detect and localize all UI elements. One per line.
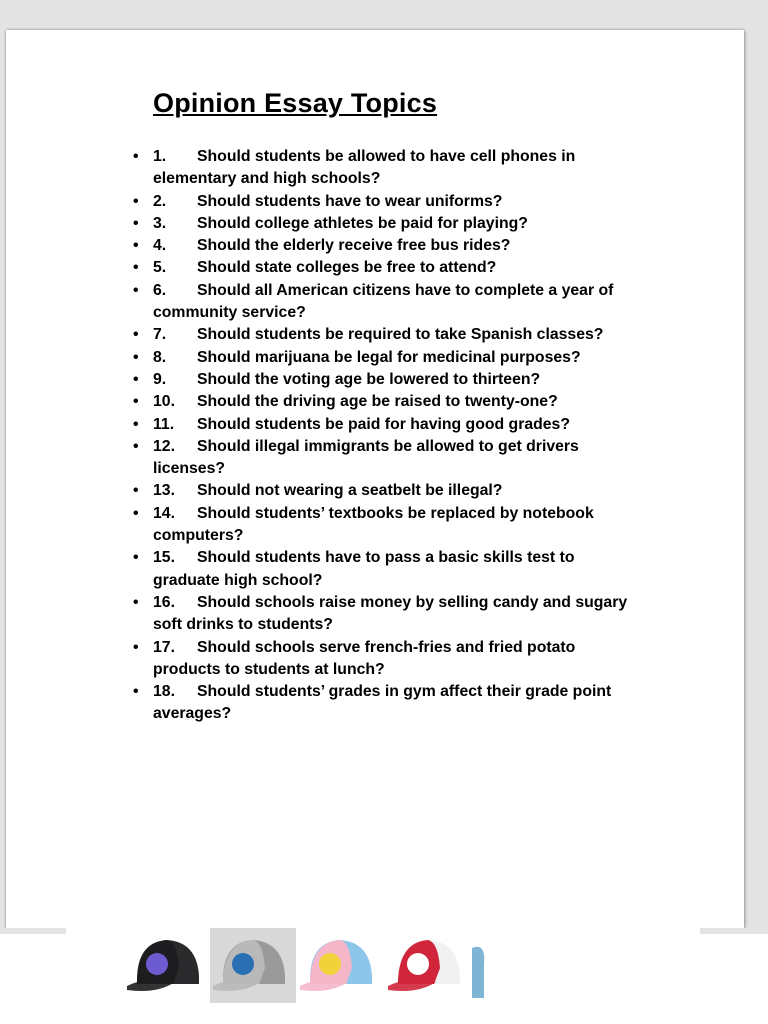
cap-brim	[213, 980, 261, 991]
topic-number: 16.	[153, 593, 175, 611]
topic-text: Should schools raise money by selling candy and sugary soft drinks to students?	[153, 593, 628, 634]
topic-text: Should the voting age be lowered to thirteen?	[197, 370, 541, 388]
topic-item	[153, 414, 631, 436]
topic-text: Should the elderly receive free bus rides?	[197, 237, 511, 255]
cap-brim	[300, 980, 348, 991]
grey-cap-image[interactable]	[210, 928, 296, 1003]
topic-number: 8.	[153, 348, 167, 366]
topic-number: 12.	[153, 437, 175, 455]
document-title: Opinion Essay Topics	[153, 88, 438, 118]
topic-item	[153, 347, 631, 369]
topic-number: 17.	[153, 638, 175, 656]
topic-number: 4.	[153, 237, 167, 255]
ad-strip-edge	[700, 928, 768, 934]
topic-text: Should students be required to take Spanish classes?	[197, 326, 604, 344]
topic-text: Should students be allowed to have cell phones in elementary and high schools?	[153, 148, 576, 188]
topic-text: Should college athletes be paid for playing?	[197, 214, 528, 232]
topic-number: 14.	[153, 504, 175, 522]
topic-number: 11.	[153, 415, 175, 433]
cap-patch	[319, 953, 341, 975]
topic-text: Should students have to pass a basic skills test to graduate high school?	[153, 549, 575, 589]
topic-number: 18.	[153, 683, 175, 701]
topic-item	[153, 324, 631, 346]
topic-item	[153, 547, 631, 592]
topic-text: Should illegal immigrants be allowed to get drivers licenses?	[153, 437, 579, 478]
topic-item	[153, 280, 631, 325]
topic-text: Should not wearing a seatbelt be illegal?	[197, 482, 503, 500]
topic-list	[153, 146, 631, 726]
topic-item	[153, 213, 631, 235]
cap-icon	[384, 928, 472, 1003]
topic-text: Should schools serve french-fries and fried potato products to students at lunch?	[153, 638, 576, 678]
topic-text: Should state colleges be free to attend?	[197, 259, 497, 277]
black-cap-image[interactable]	[124, 928, 210, 1003]
topic-item	[153, 480, 631, 502]
topic-item	[153, 637, 631, 682]
topic-text: Should the driving age be raised to twenty-one?	[197, 393, 558, 411]
topic-number: 6.	[153, 281, 167, 299]
topic-text: Should students have to wear uniforms?	[197, 192, 503, 210]
cap-icon	[124, 928, 210, 1003]
topic-number: 3.	[153, 214, 167, 232]
cap-patch	[232, 953, 254, 975]
topic-number: 1.	[153, 148, 167, 165]
topic-item	[153, 592, 631, 637]
topic-number: 2.	[153, 192, 167, 210]
cap-icon	[210, 928, 296, 1003]
topic-number: 10.	[153, 393, 175, 411]
ad-strip-edge	[0, 928, 66, 934]
topic-item	[153, 436, 631, 481]
topic-text: Should students’ grades in gym affect their grade point averages?	[153, 683, 612, 723]
topic-item	[153, 191, 631, 213]
partial-cap-image[interactable]	[472, 928, 544, 1003]
topic-number: 9.	[153, 370, 167, 388]
topic-number: 13.	[153, 482, 175, 500]
topic-text: Should students be paid for having good grades?	[197, 415, 570, 433]
cap-crown	[472, 947, 484, 998]
topic-text: Should all American citizens have to complete a year of community service?	[153, 281, 614, 322]
topic-number: 5.	[153, 259, 167, 277]
topic-item	[153, 146, 631, 191]
topic-item	[153, 369, 631, 391]
topic-item	[153, 681, 631, 726]
ad-strip	[0, 928, 768, 1024]
cap-icon	[296, 928, 384, 1003]
pink-blue-cap-image[interactable]	[296, 928, 384, 1003]
topic-text: Should students’ textbooks be replaced by notebook computers?	[153, 504, 594, 545]
topic-number: 7.	[153, 326, 167, 344]
cap-brim	[127, 980, 175, 991]
topic-text: Should marijuana be legal for medicinal purposes?	[197, 348, 581, 366]
topic-number: 15.	[153, 549, 175, 567]
red-white-cap-image[interactable]	[384, 928, 472, 1003]
topic-item	[153, 503, 631, 548]
cap-patch	[407, 953, 429, 975]
cap-brim	[388, 980, 436, 991]
topic-item	[153, 391, 631, 413]
topic-item	[153, 257, 631, 279]
cap-patch	[146, 953, 168, 975]
topic-item	[153, 235, 631, 257]
cap-icon	[472, 928, 544, 1003]
